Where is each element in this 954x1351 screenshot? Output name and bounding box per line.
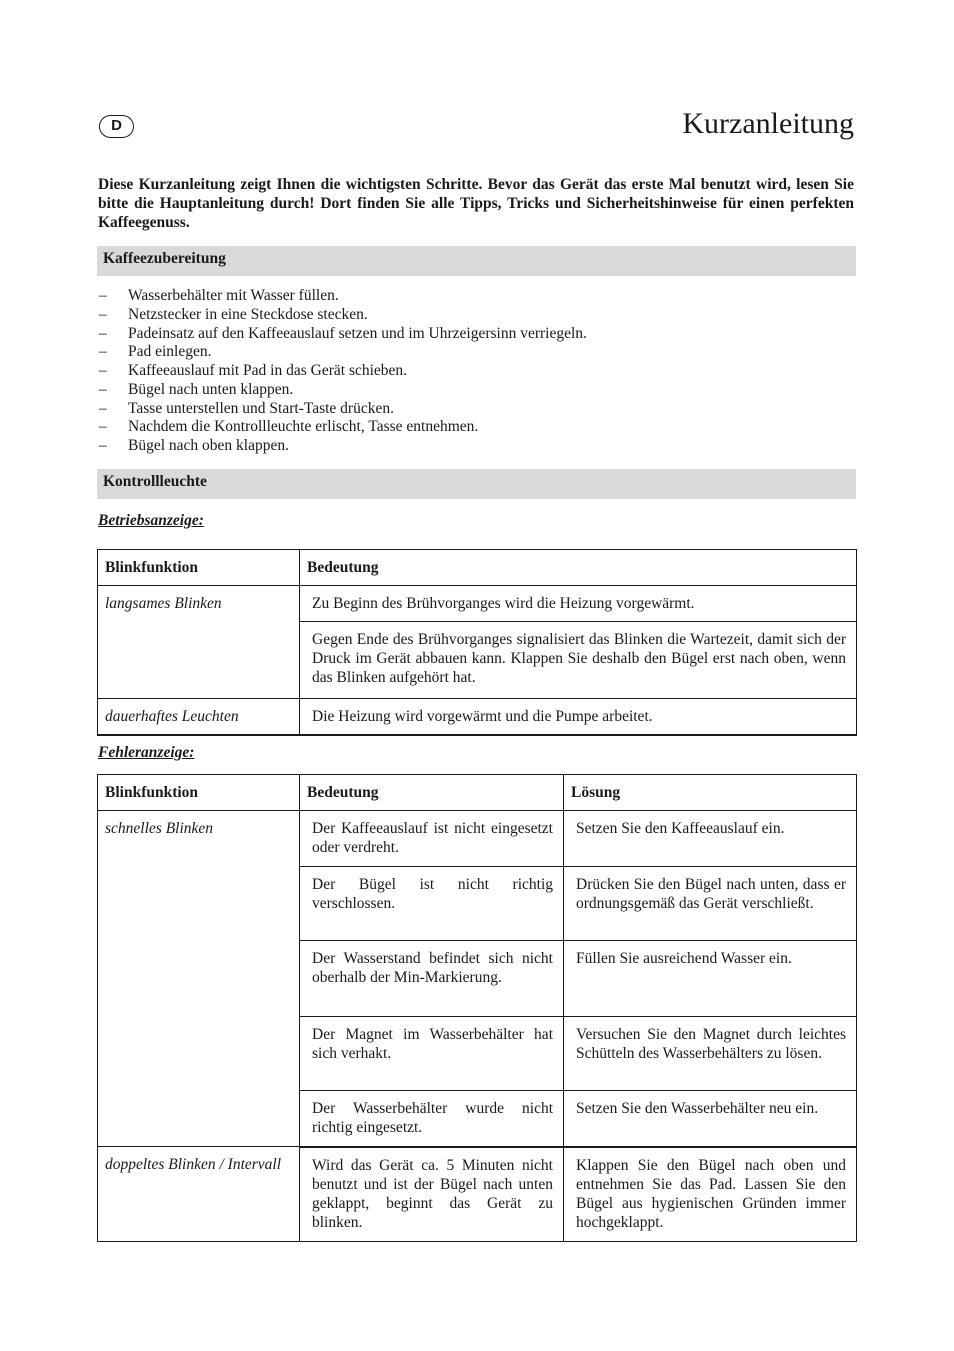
- fehleranzeige-heading: Fehleranzeige:: [98, 744, 195, 761]
- betriebsanzeige-table: [97, 549, 857, 736]
- list-item: [99, 400, 587, 419]
- bedeutung-cell: Der Kaffeeauslauf ist nicht eingesetzt oder verdreht.: [300, 811, 564, 867]
- step-text: Tasse unterstellen und Start-Taste drücken.: [128, 399, 394, 417]
- list-item: [99, 325, 587, 344]
- table-header-row: [98, 550, 857, 586]
- bedeutung-cell: Der Bügel ist nicht richtig verschlossen.: [300, 867, 564, 941]
- step-text: Bügel nach unten klappen.: [128, 380, 294, 398]
- step-text: Nachdem die Kontrollleuchte erlischt, Tasse entnehmen.: [128, 418, 479, 436]
- step-text: Kaffeeauslauf mit Pad in das Gerät schieben.: [128, 362, 408, 379]
- list-item: [99, 362, 587, 381]
- table-row: [98, 1147, 857, 1242]
- column-header-bedeutung: Bedeutung: [300, 775, 564, 811]
- table-row: [98, 586, 857, 622]
- bedeutung-cell: Zu Beginn des Brühvorganges wird die Heizung vorgewärmt.: [300, 586, 857, 622]
- loesung-cell: Setzen Sie den Wasserbehälter neu ein.: [564, 1091, 857, 1147]
- loesung-cell: Versuchen Sie den Magnet durch leichtes Schütteln des Wasserbehälters zu lösen.: [564, 1017, 857, 1091]
- section-header-kontrollleuchte: Kontrollleuchte: [97, 469, 856, 499]
- bullet-dash: –: [99, 437, 107, 454]
- table-row: [98, 811, 857, 867]
- list-item: [99, 437, 587, 456]
- betriebsanzeige-heading: Betriebsanzeige:: [98, 512, 204, 529]
- table-row: [98, 699, 857, 736]
- step-text: Netzstecker in eine Steckdose stecken.: [128, 305, 368, 323]
- loesung-cell: Drücken Sie den Bügel nach unten, dass er ordnungsgemäß das Gerät verschließt.: [564, 867, 857, 941]
- list-item: [99, 306, 587, 325]
- list-item: [99, 418, 587, 437]
- bullet-dash: –: [99, 343, 107, 361]
- bullet-dash: –: [99, 362, 107, 379]
- bedeutung-cell: Der Wasserstand befindet sich nicht oberhalb der Min-Markierung.: [300, 941, 564, 1017]
- step-text: Padeinsatz auf den Kaffeeauslauf setzen und im Uhrzeigersinn verriegeln.: [128, 324, 587, 342]
- bullet-dash: –: [99, 324, 107, 342]
- preparation-steps-list: [99, 287, 587, 456]
- step-text: Wasserbehälter mit Wasser füllen.: [128, 287, 339, 304]
- bedeutung-cell: Gegen Ende des Brühvorganges signalisiert das Blinken die Wartezeit, damit sich der Druck im Gerät abbauen kann. Klappen Sie deshalb den Bügel erst nach oben, wenn das Blinken aufgehört hat.: [300, 622, 857, 699]
- blinkfunktion-cell: doppeltes Blinken / Intervall: [98, 1147, 300, 1242]
- language-badge: D: [99, 115, 134, 138]
- step-text: Bügel nach oben klappen.: [128, 437, 289, 454]
- bullet-dash: –: [99, 287, 107, 304]
- section-header-kaffeezubereitung: Kaffeezubereitung: [97, 246, 856, 276]
- step-text: Pad einlegen.: [128, 343, 212, 361]
- page-title: Kurzanleitung: [682, 107, 854, 140]
- loesung-cell: Klappen Sie den Bügel nach oben und entnehmen Sie das Pad. Lassen Sie den Bügel aus hygienischen Gründen immer hochgeklappt.: [564, 1147, 857, 1242]
- table-header-row: [98, 775, 857, 811]
- bedeutung-cell: Der Magnet im Wasserbehälter hat sich verhakt.: [300, 1017, 564, 1091]
- list-item: [99, 343, 587, 362]
- column-header-loesung: Lösung: [564, 775, 857, 811]
- list-item: [99, 381, 587, 400]
- intro-paragraph: Diese Kurzanleitung zeigt Ihnen die wichtigsten Schritte. Bevor das Gerät das erste Mal benutzt wird, lesen Sie bitte die Hauptanleitung durch! Dort finden Sie alle Tipps, Tricks und Sicherheitshinweise für einen perfekten Kaffeegenuss.: [98, 176, 854, 231]
- blinkfunktion-cell: langsames Blinken: [98, 586, 300, 699]
- blinkfunktion-cell: schnelles Blinken: [98, 811, 300, 1147]
- bullet-dash: –: [99, 305, 107, 323]
- loesung-cell: Füllen Sie ausreichend Wasser ein.: [564, 941, 857, 1017]
- column-header-blinkfunktion: Blinkfunktion: [98, 775, 300, 811]
- column-header-blinkfunktion: Blinkfunktion: [98, 550, 300, 586]
- column-header-bedeutung: Bedeutung: [300, 550, 857, 586]
- bedeutung-cell: Wird das Gerät ca. 5 Minuten nicht benutzt und ist der Bügel nach unten geklappt, beginnt das Gerät zu blinken.: [300, 1147, 564, 1242]
- loesung-cell: Setzen Sie den Kaffeeauslauf ein.: [564, 811, 857, 867]
- bullet-dash: –: [99, 399, 107, 417]
- bullet-dash: –: [99, 418, 107, 436]
- fehleranzeige-table: [97, 774, 857, 1242]
- list-item: [99, 287, 587, 306]
- bullet-dash: –: [99, 380, 107, 398]
- bedeutung-cell: Der Wasserbehälter wurde nicht richtig eingesetzt.: [300, 1091, 564, 1147]
- bedeutung-cell: Die Heizung wird vorgewärmt und die Pumpe arbeitet.: [300, 699, 857, 736]
- blinkfunktion-cell: dauerhaftes Leuchten: [98, 699, 300, 736]
